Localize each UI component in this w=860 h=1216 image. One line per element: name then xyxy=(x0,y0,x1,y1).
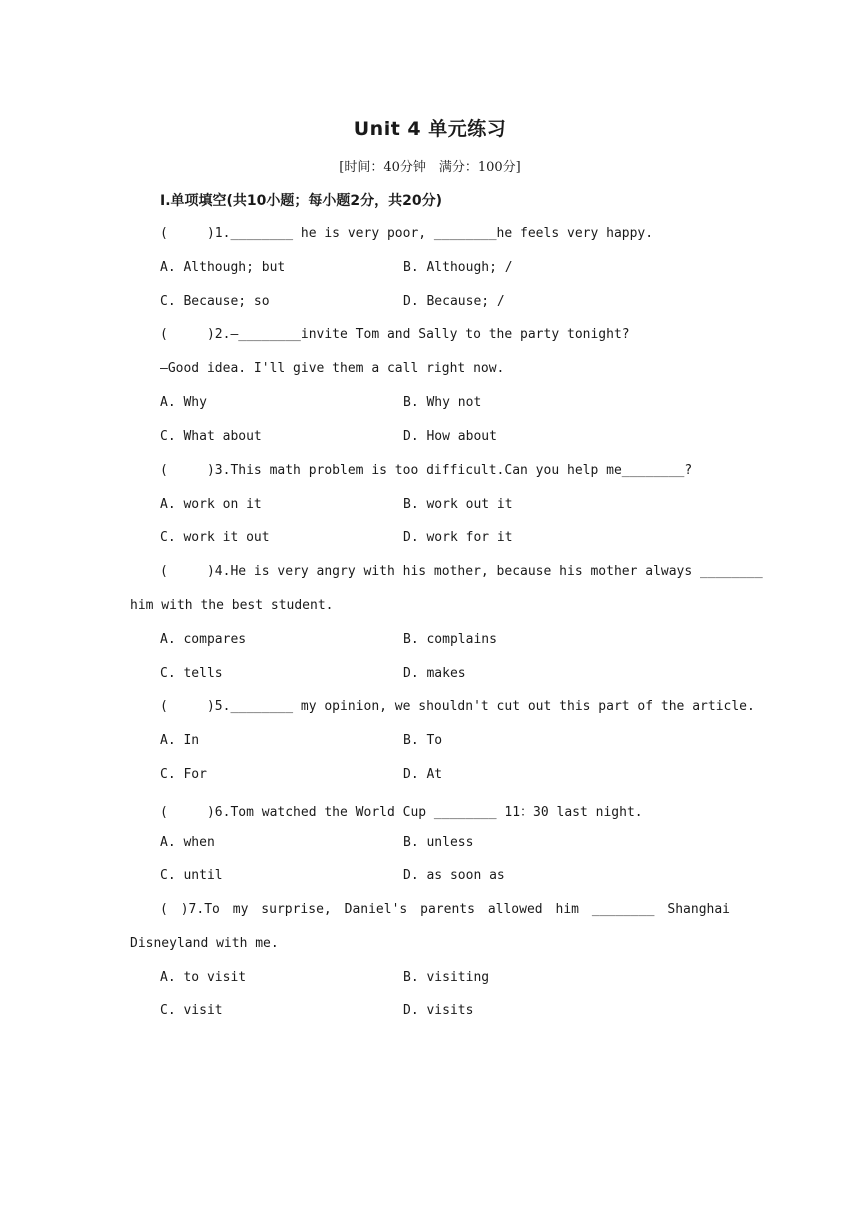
question-6-option-b: B. unless xyxy=(403,835,474,850)
question-7-stem-continuation: Disneyland with me. xyxy=(130,936,279,951)
question-2-option-d: D. How about xyxy=(403,429,497,444)
question-5-option-a: A. In xyxy=(160,733,200,748)
question-4-option-a: A. compares xyxy=(160,632,247,647)
question-7-stem: ( )7.To my surprise, Daniel's parents allowed him ________ Shanghai xyxy=(160,902,730,917)
question-6-option-a: A. when xyxy=(160,835,215,850)
question-4-stem-continuation: him with the best student. xyxy=(130,598,334,613)
question-3-option-a: A. work on it xyxy=(160,497,262,512)
question-2-stem: ( )2.—________invite Tom and Sally to the party tonight? xyxy=(160,327,630,342)
question-7-option-b: B. visiting xyxy=(403,970,490,985)
question-3-option-b: B. work out it xyxy=(403,497,513,512)
question-5-option-b: B. To xyxy=(403,733,443,748)
question-1-option-a: A. Although; but xyxy=(160,260,286,275)
question-2-response: —Good idea. I'll give them a call right now. xyxy=(160,361,505,376)
question-1-option-b: B. Although; / xyxy=(403,260,513,275)
question-1-option-d: D. Because; / xyxy=(403,294,505,309)
question-4-option-c: C. tells xyxy=(160,666,223,681)
question-2-option-a: A. Why xyxy=(160,395,207,410)
section-heading: Ⅰ.单项填空(共10小题；每小题2分，共20分) xyxy=(160,193,443,209)
question-3-option-d: D. work for it xyxy=(403,530,513,545)
question-5-option-d: D. At xyxy=(403,767,443,782)
question-3-stem: ( )3.This math problem is too difficult.Can you help me________? xyxy=(160,463,693,478)
question-7-option-c: C. visit xyxy=(160,1003,223,1018)
page-title: Unit 4 单元练习 xyxy=(353,118,507,140)
question-5-option-c: C. For xyxy=(160,767,207,782)
question-2-option-c: C. What about xyxy=(160,429,262,444)
question-3-option-c: C. work it out xyxy=(160,530,270,545)
question-7-option-d: D. visits xyxy=(403,1003,474,1018)
question-5-stem: ( )5.________ my opinion, we shouldn't cut out this part of the article. xyxy=(160,699,755,714)
question-4-option-b: B. complains xyxy=(403,632,497,647)
question-6-option-d: D. as soon as xyxy=(403,868,505,883)
question-4-option-d: D. makes xyxy=(403,666,466,681)
question-1-stem: ( )1.________ he is very poor, ________he feels very happy. xyxy=(160,226,654,241)
time-and-score-info: [时间：40分钟 满分：100分] xyxy=(339,160,521,175)
question-1-option-c: C. Because; so xyxy=(160,294,270,309)
question-6-option-c: C. until xyxy=(160,868,223,883)
question-6-stem: ( )6.Tom watched the World Cup ________ 11：30 last night. xyxy=(160,805,643,820)
question-7-option-a: A. to visit xyxy=(160,970,247,985)
question-4-stem: ( )4.He is very angry with his mother, because his mother always ________ xyxy=(160,564,763,579)
question-2-option-b: B. Why not xyxy=(403,395,482,410)
